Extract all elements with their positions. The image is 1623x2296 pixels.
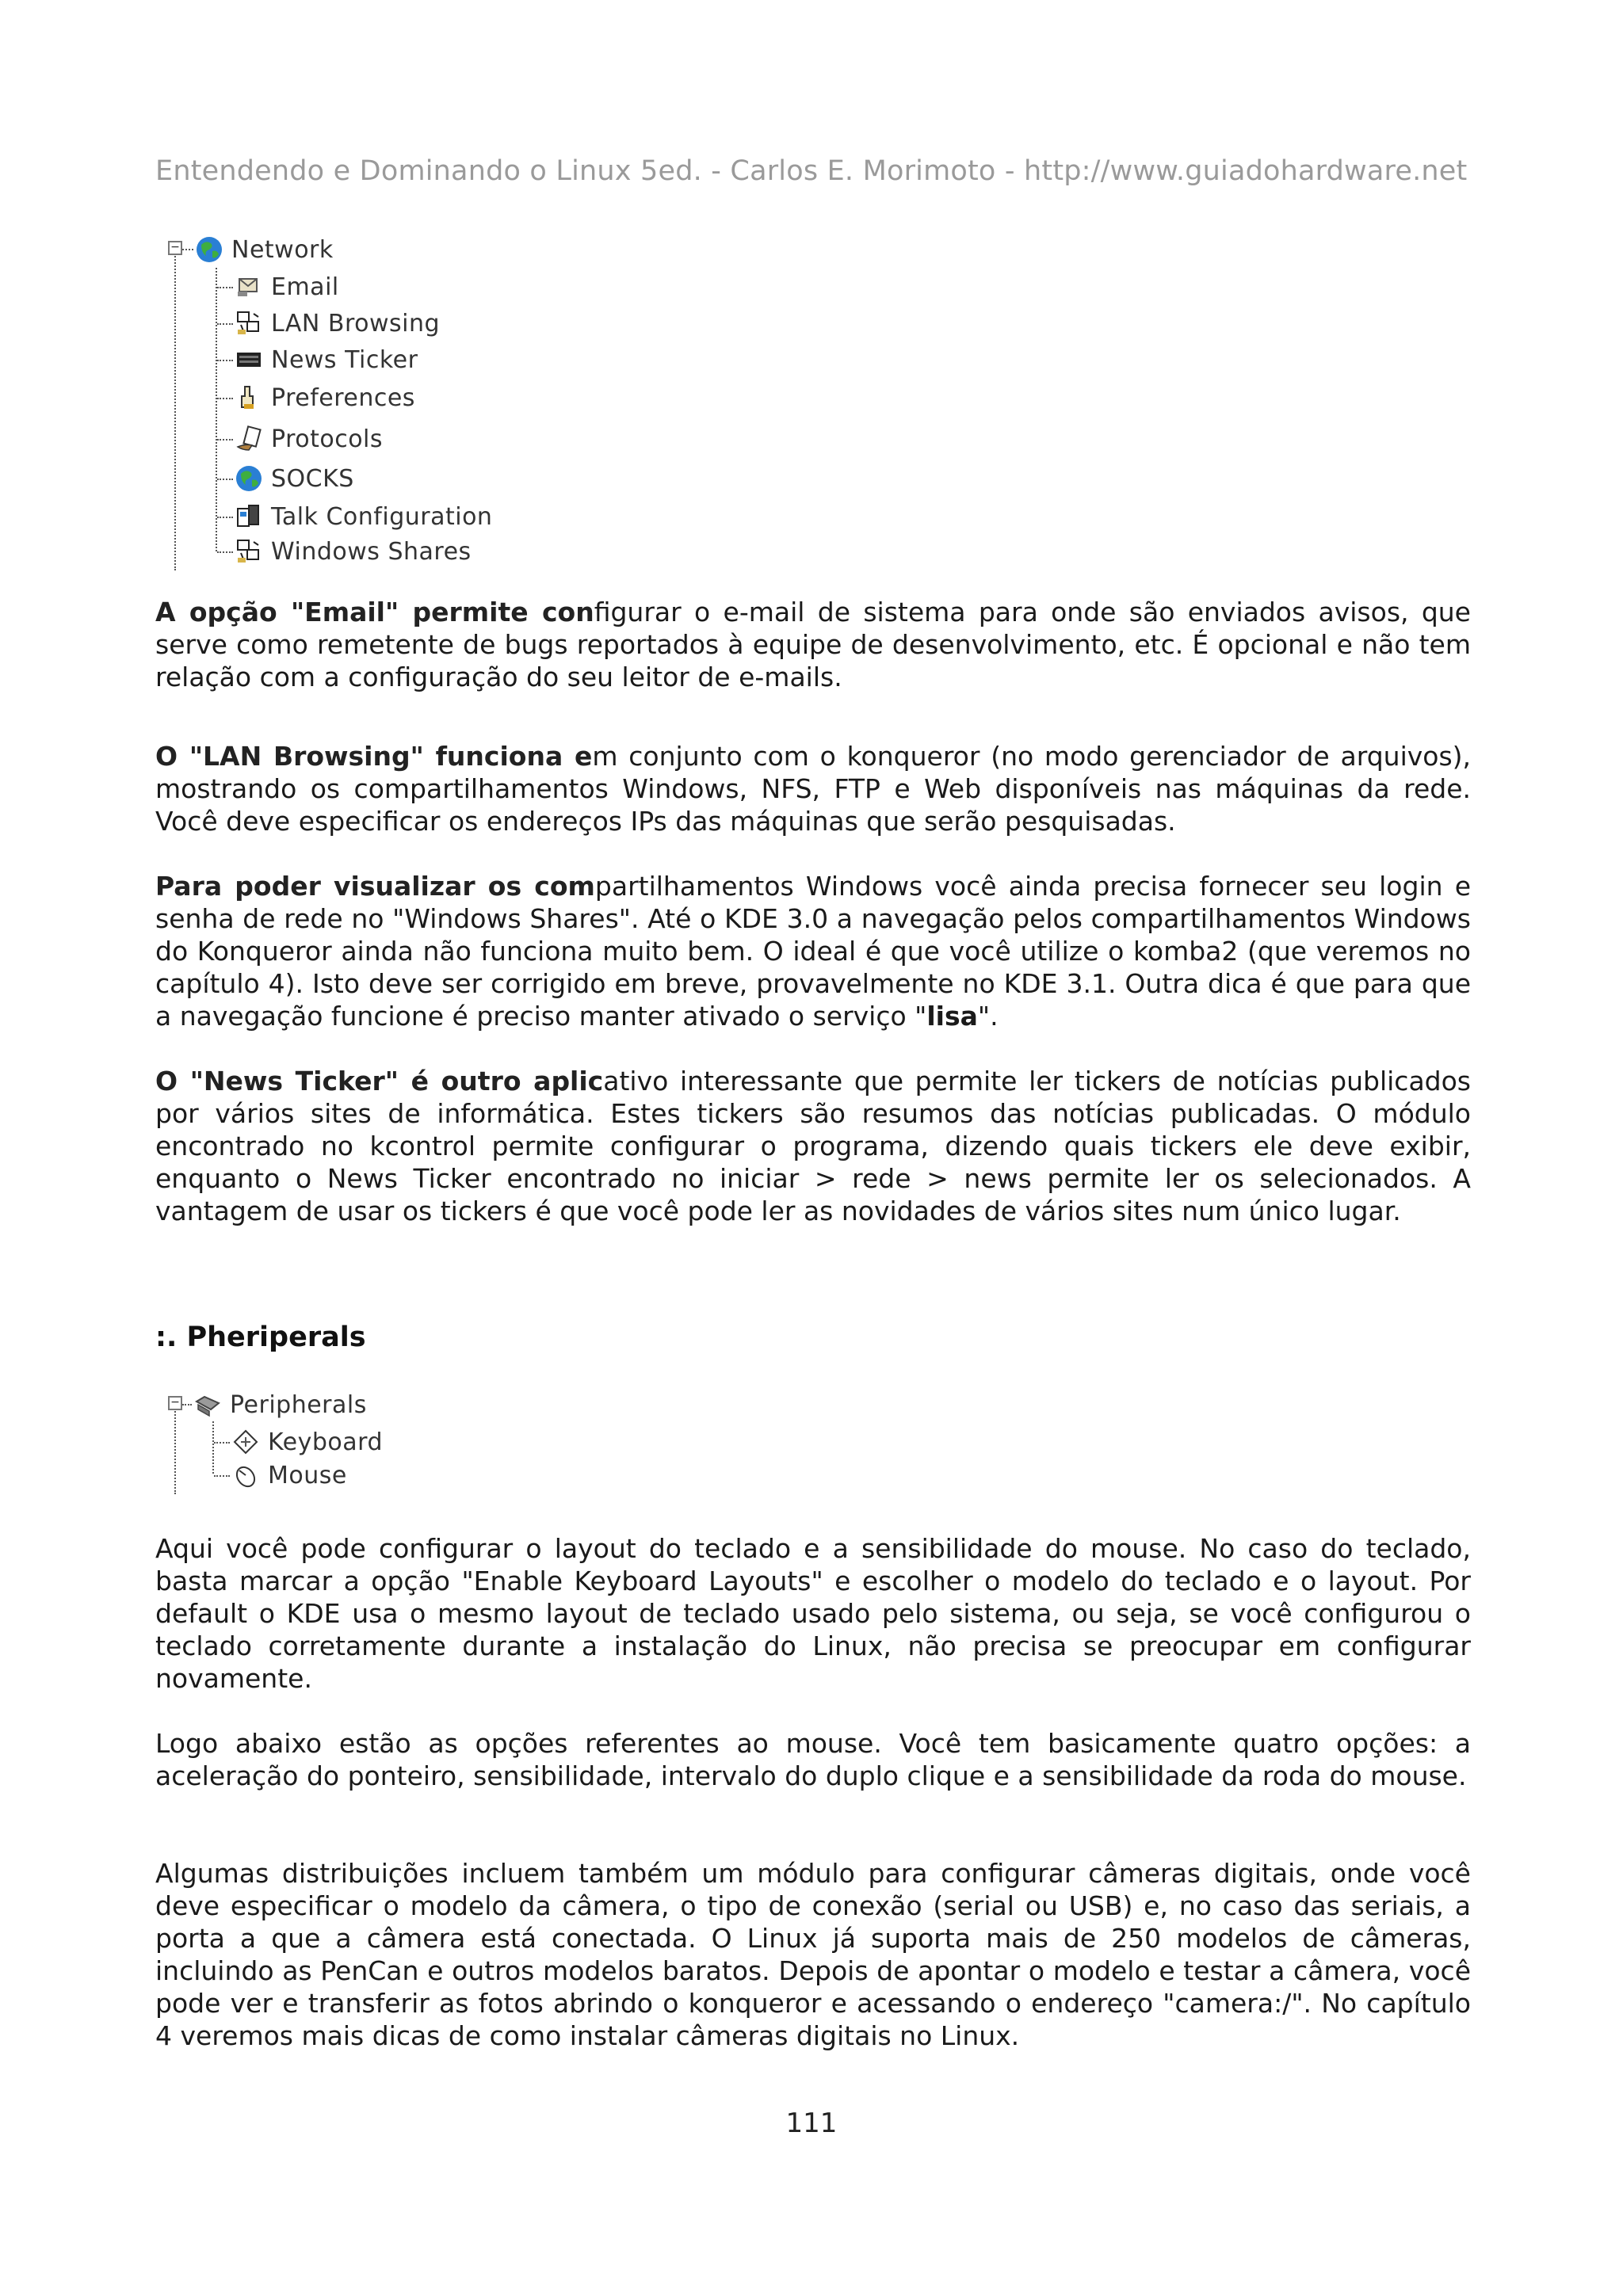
service-name: lisa <box>926 1001 978 1032</box>
talk-icon <box>235 502 263 531</box>
paragraph-camera: Algumas distribuições incluem também um módulo para configurar câmeras digitais, onde você deve especificar o modelo da câmera, o tipo de conexão (serial ou USB) e, no caso das seriais, a porta a que a câmera está conectada. O Linux já suporta mais de 250 modelos de câmeras, incluindo as PenCan e outros modelos baratos. Depois de apontar o modelo e testar a câmera, você pode ver e transferir as fotos abrindo o konqueror e acessando o endereço "camera:/". No capítulo 4 veremos mais dicas de como instalar câmeras digitais no Linux. <box>155 1858 1471 2051</box>
tree-node-label: Talk Configuration <box>271 502 493 531</box>
tree-node-label: Protocols <box>271 425 384 453</box>
tree-node-talk-configuration[interactable] <box>235 498 492 535</box>
email-icon <box>235 273 263 301</box>
globe-icon <box>235 464 263 493</box>
tree-node-preferences[interactable] <box>235 379 415 416</box>
keyboard-icon <box>231 1428 260 1456</box>
section-title: :. Pheriperals <box>155 1322 366 1353</box>
paragraph-lan-browsing <box>155 740 1471 837</box>
tree-node-keyboard[interactable] <box>231 1424 383 1460</box>
collapse-toggle[interactable]: − <box>168 1396 182 1410</box>
globe-icon <box>195 235 223 264</box>
tree-node-label: Preferences <box>271 383 415 412</box>
paragraph-windows-shares <box>155 870 1471 1032</box>
paragraph-lead: A opção "Email" permite con <box>155 597 594 627</box>
tree-node-email[interactable] <box>235 269 339 305</box>
paragraph-text: ativo interessante que permite ler tickers de notícias publicados por vários sites de informática. Estes tickers são resumos das notícias publicadas. O módulo encontrado no kcontrol permite configurar o programa, dizendo quais tickers ele deve exibir, enquanto o News Ticker encontrado no iniciar > rede > news permite ler os selecionados. A vantagem de usar os tickers é que você pode ler as novidades de vários sites num único lugar. <box>155 1066 1471 1226</box>
tree-node-news-ticker[interactable] <box>235 341 418 378</box>
peripherals-tree <box>158 1385 491 1504</box>
paragraph-text: partilhamentos Windows você ainda precisa fornecer seu login e senha de rede no "Windows Shares". Até o KDE 3.0 a navegação pelos compartilhamentos Windows do Konqueror ainda não funciona muito bem. O ideal é que você utilize o komba2 (que veremos no capítulo 4). Isto deve ser corrigido em breve, provavelmente no KDE 3.1. Outra dica é que para que a navegação funcione é preciso manter ativado o serviço " <box>155 871 1472 1032</box>
tree-node-label: News Ticker <box>271 345 418 374</box>
tree-node-network[interactable] <box>195 231 334 268</box>
paragraph-keyboard: Aqui você pode configurar o layout do teclado e a sensibilidade do mouse. No caso do teclado, basta marcar a opção "Enable Keyboard Layouts" e escolher o modelo do teclado e o layout. Por default o KDE usa o mesmo layout de teclado usado pelo sistema, ou seja, se você configurou o teclado corretamente durante a instalação do Linux, não precisa se preocupar em configurar novamente. <box>155 1533 1471 1694</box>
page-header: Entendendo e Dominando o Linux 5ed. - Carlos E. Morimoto - http://www.guiadohardware.net <box>155 155 1468 187</box>
paragraph-text: ". <box>977 1001 999 1032</box>
tree-node-socks[interactable] <box>235 460 354 497</box>
tree-node-label: Peripherals <box>230 1390 367 1419</box>
paragraph-text: m conjunto com o konqueror (no modo gerenciador de arquivos), mostrando os compartilhamentos Windows, NFS, FTP e Web disponíveis nas máquinas da rede. Você deve especificar os endereços IPs das máquinas que serão pesquisadas. <box>155 741 1472 837</box>
tree-node-protocols[interactable] <box>235 421 383 457</box>
paragraph-lead: Para poder visualizar os com <box>155 871 595 902</box>
protocols-icon <box>235 425 263 453</box>
network-tree <box>158 230 539 578</box>
tree-node-label: Windows Shares <box>271 537 472 566</box>
tree-node-lan-browsing[interactable] <box>235 305 440 341</box>
tree-node-label: Mouse <box>268 1461 347 1489</box>
paragraph-mouse: Logo abaixo estão as opções referentes ao mouse. Você tem basicamente quatro opções: a aceleração do ponteiro, sensibilidade, intervalo do duplo clique e a sensibilidade da roda do mouse. <box>155 1728 1471 1791</box>
lan-icon <box>235 309 263 338</box>
paragraph-lead: O "LAN Browsing" funciona e <box>155 741 593 772</box>
mouse-icon <box>231 1461 260 1489</box>
tree-node-label: Keyboard <box>268 1428 384 1456</box>
paragraph-email <box>155 596 1471 693</box>
paragraph-news-ticker <box>155 1065 1471 1227</box>
page-number: 111 <box>785 2107 838 2139</box>
shares-icon <box>235 537 263 566</box>
paragraph-lead: O "News Ticker" é outro aplic <box>155 1066 604 1097</box>
tree-node-mouse[interactable] <box>231 1457 347 1493</box>
tree-node-label: Email <box>271 273 339 301</box>
tree-node-label: SOCKS <box>271 464 354 493</box>
tree-node-peripherals[interactable] <box>193 1386 367 1423</box>
peripherals-icon <box>193 1390 222 1419</box>
ticker-icon <box>235 345 263 374</box>
paragraph-text: figurar o e-mail de sistema para onde são enviados avisos, que serve como remetente de bugs reportados à equipe de desenvolvimento, etc. É opcional e não tem relação com a configuração do seu leitor de e-mails. <box>155 597 1471 692</box>
tree-node-label: LAN Browsing <box>271 309 441 338</box>
tree-node-label: Network <box>231 235 334 264</box>
tree-node-windows-shares[interactable] <box>235 533 472 570</box>
collapse-toggle[interactable]: − <box>168 241 182 255</box>
preferences-icon <box>235 383 263 412</box>
